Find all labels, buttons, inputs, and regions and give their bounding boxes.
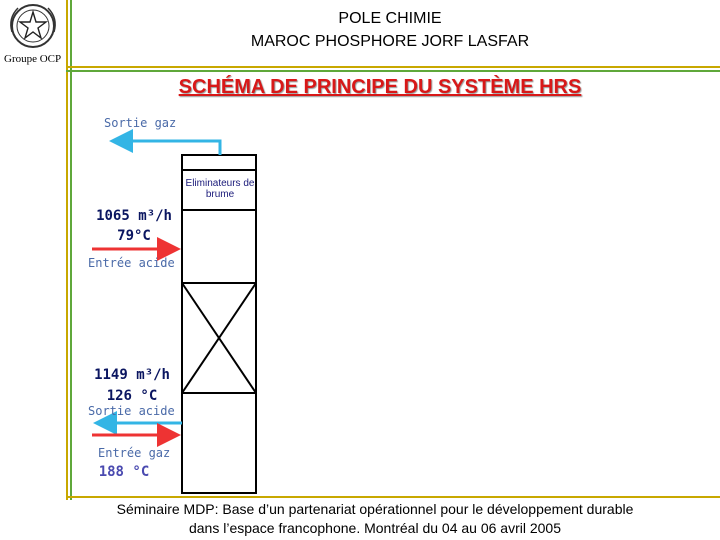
bottom-flow-value: 1149 m³/h — [94, 367, 170, 383]
footer-text — [40, 500, 710, 538]
acid-outlet-label: Sortie acide — [88, 404, 175, 418]
top-flow-value: 1065 m³/h — [96, 208, 172, 224]
page-title: SCHÉMA DE PRINCIPE DU SYSTÈME HRS — [178, 76, 582, 98]
mist-eliminator-label: Eliminateurs de brume — [185, 178, 255, 200]
footer-line-1: Séminaire MDP: Base d’un partenariat opérationnel pour le développement durable — [116, 501, 634, 517]
footer-line-2: dans l’espace francophone. Montréal du 04 au 06 avril 2005 — [188, 520, 562, 536]
group-label: Groupe OCP — [4, 53, 62, 65]
gas-inlet-label: Entrée gaz — [98, 446, 171, 460]
gas-outlet-arrow — [112, 141, 220, 155]
acid-inlet-label: Entrée acide — [88, 256, 175, 270]
gas-outlet-label: Sortie gaz — [104, 116, 177, 130]
org-line-2: MAROC PHOSPHORE JORF LASFAR — [250, 33, 530, 50]
gas-temp-value: 188 °C — [98, 464, 150, 480]
top-temp-value: 79°C — [117, 228, 151, 244]
org-line-1: POLE CHIMIE — [338, 10, 442, 27]
bottom-temp-value: 126 °C — [106, 388, 158, 404]
